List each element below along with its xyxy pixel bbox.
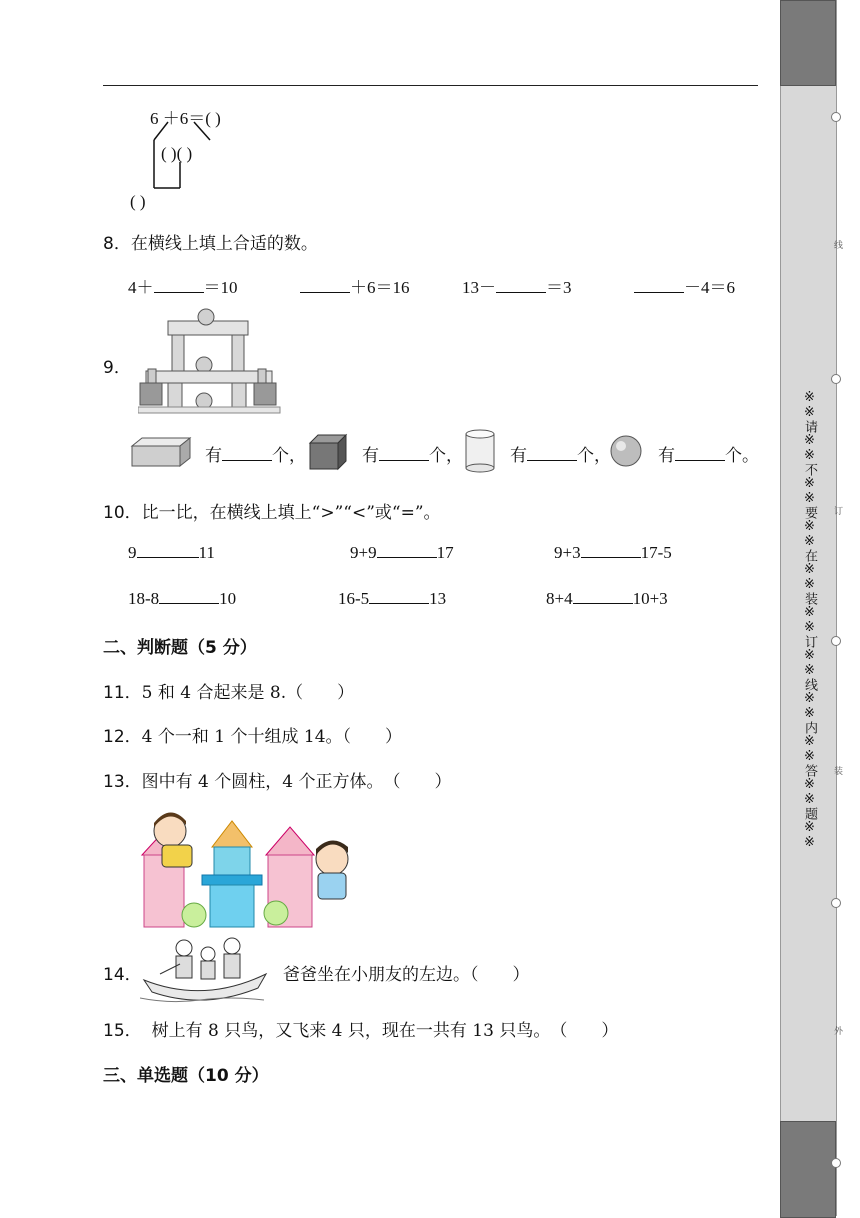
q11 [103, 678, 354, 703]
section-heading: 二、判断题（5 分） [103, 638, 257, 658]
q9-item-2-pre: 有 [362, 446, 379, 466]
q9-item-1-pre: 有 [205, 446, 222, 466]
q12-text: 4 个一和 1 个十组成 14。（ ） [141, 727, 403, 747]
q15-text: 树上有 8 只鸟，又飞来 4 只，现在一共有 13 只鸟。 （ ） [151, 1021, 619, 1041]
binding-strip-bottom-block [780, 1121, 836, 1218]
q12 [103, 722, 402, 747]
q10-right: 10+3 [632, 589, 668, 608]
cuboid-icon [128, 436, 192, 468]
q9-item-1-post: 个， [272, 446, 306, 466]
q8-prompt [103, 229, 318, 254]
q10-left: 9+9 [350, 543, 377, 562]
binding-hole [831, 374, 841, 384]
answer-blank[interactable] [573, 589, 633, 604]
q11-number: 11． [103, 683, 142, 703]
q10-text: 比一比，在横线上填上“>”“<”或“=”。 [141, 503, 441, 523]
sphere-icon [609, 434, 643, 468]
q8-text: 在横线上填上合适的数。 [130, 234, 318, 254]
q10-left: 16-5 [338, 589, 370, 608]
answer-blank[interactable] [634, 278, 684, 293]
q14-text: 爸爸坐在小朋友的左边。（ ） [283, 965, 530, 985]
q8-item-4 [634, 273, 735, 298]
q8-item-2-right: ＋6＝16 [350, 278, 410, 297]
q10-left: 9+3 [554, 543, 581, 562]
q9-item-3-post: 个， [577, 446, 611, 466]
answer-blank[interactable] [159, 589, 219, 604]
binding-mark: 订 [834, 507, 844, 517]
answer-blank[interactable] [369, 589, 429, 604]
section-heading: 三、单选题（10 分） [103, 1066, 269, 1086]
q10-left: 9 [128, 543, 137, 562]
answer-blank[interactable] [377, 543, 437, 558]
q13-text: 图中有 4 个圆柱，4 个正方体。 （ ） [141, 772, 452, 792]
q8-item-3-left: 13－ [462, 278, 496, 297]
q9-item-3-pre: 有 [510, 446, 527, 466]
q15-number: 15． [103, 1021, 142, 1041]
q14-number: 14． [103, 965, 142, 985]
answer-blank[interactable] [496, 278, 546, 293]
q7-result: ( ) [130, 192, 146, 211]
binding-mark: 外 [834, 1027, 844, 1037]
q9-item-cube [362, 441, 463, 466]
q8-item-1 [128, 273, 238, 298]
q10-item [128, 589, 236, 609]
binding-mark: 装 [834, 767, 844, 777]
answer-blank[interactable] [137, 543, 199, 558]
building-blocks-illustration [138, 307, 283, 415]
q8-item-3-right: ＝3 [546, 278, 572, 297]
binding-hole [831, 1158, 841, 1168]
q10-item [546, 589, 668, 609]
boat-family-illustration [140, 934, 270, 1006]
q9-item-4-pre: 有 [658, 446, 675, 466]
binding-strip-top-block [780, 0, 836, 86]
q9-item-cuboid [205, 441, 306, 466]
q10-right: 17 [436, 543, 454, 562]
q10-prompt [103, 498, 441, 523]
q10-item [554, 543, 672, 563]
answer-blank[interactable] [379, 446, 429, 461]
q11-text: 5 和 4 合起来是 8.（ ） [141, 683, 355, 703]
q10-left: 18-8 [128, 589, 160, 608]
q10-item [338, 589, 446, 609]
q8-item-2 [300, 273, 410, 298]
q7-equation: 6 ＋6＝( ) [150, 109, 221, 128]
q7-split: ( )( ) [161, 144, 193, 163]
q13 [103, 767, 451, 792]
header-rule [103, 85, 758, 86]
q15 [103, 1016, 618, 1041]
cylinder-icon [463, 428, 497, 474]
q10-right: 10 [219, 589, 237, 608]
binding-hole [831, 898, 841, 908]
q8-item-4-right: －4＝6 [684, 278, 735, 297]
q10-right: 13 [429, 589, 447, 608]
q8-number: 8． [103, 234, 131, 254]
q9-item-cylinder [510, 441, 611, 466]
binding-hole [831, 636, 841, 646]
q10-item [128, 543, 215, 563]
children-blocks-illustration [132, 803, 364, 931]
q10-left: 8+4 [546, 589, 573, 608]
q13-number: 13． [103, 772, 142, 792]
q12-number: 12． [103, 727, 142, 747]
q9-item-sphere [658, 441, 759, 466]
binding-mark: 线 [834, 241, 844, 251]
answer-blank[interactable] [581, 543, 641, 558]
q9-item-4-post: 个。 [725, 446, 759, 466]
q10-number: 10． [103, 503, 142, 523]
q10-item [350, 543, 454, 563]
q10-right: 11 [198, 543, 215, 562]
answer-blank[interactable] [222, 446, 272, 461]
q8-item-1-right: ＝10 [203, 278, 238, 297]
answer-blank[interactable] [675, 446, 725, 461]
binding-strip-text: ※※请※※不※※要※※在※※装※※订※※线※※内※※答※※题※※ [802, 390, 817, 850]
q9-number: 9． [103, 358, 131, 378]
q8-item-1-left: 4＋ [128, 278, 154, 297]
q9-item-2-post: 个， [429, 446, 463, 466]
answer-blank[interactable] [154, 278, 204, 293]
q10-right: 17-5 [640, 543, 672, 562]
q8-item-3 [462, 273, 572, 298]
answer-blank[interactable] [527, 446, 577, 461]
binding-hole [831, 112, 841, 122]
cube-icon [308, 433, 348, 471]
answer-blank[interactable] [300, 278, 350, 293]
